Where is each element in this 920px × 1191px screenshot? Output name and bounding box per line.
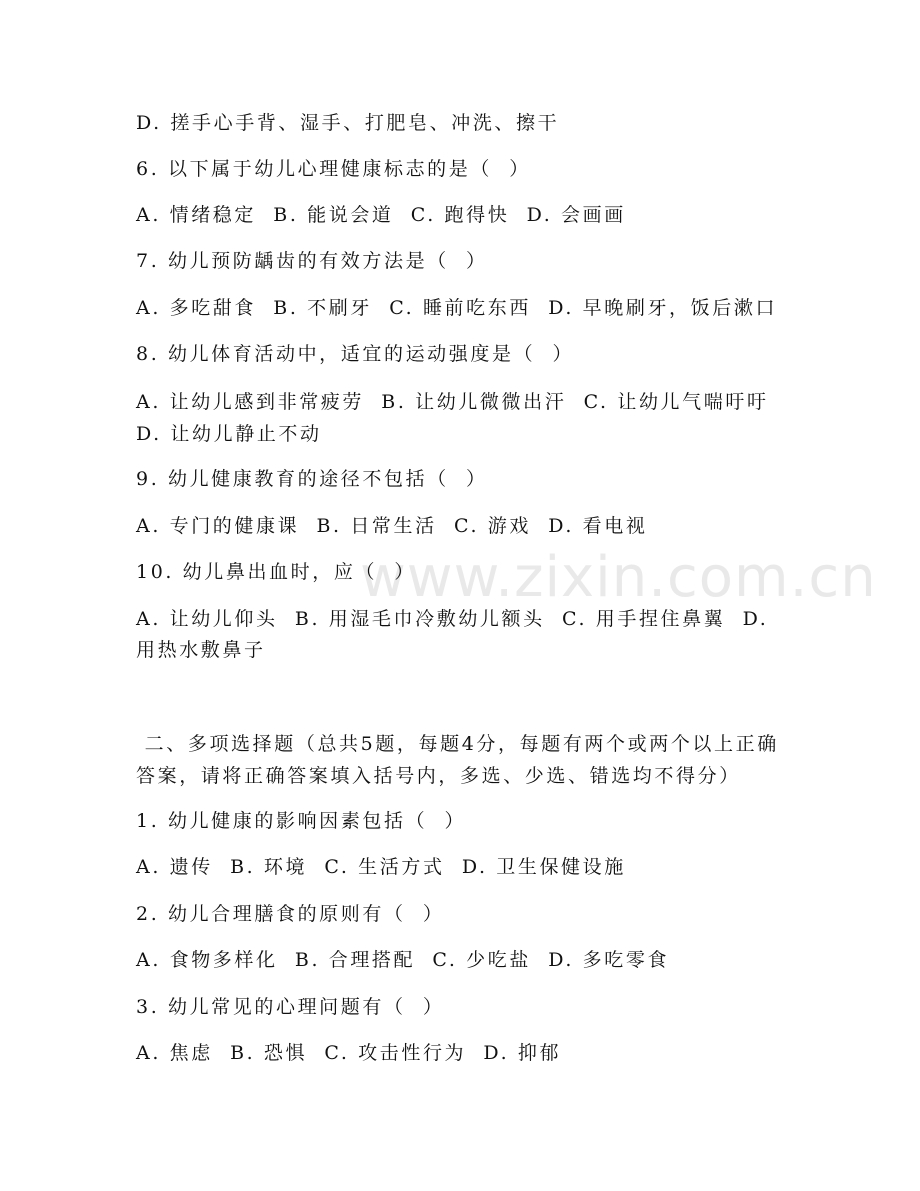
m2-question: 2. 幼儿合理膳食的原则有（ ） bbox=[136, 903, 445, 925]
q8-options-line2: D. 让幼儿静止不动 bbox=[136, 423, 322, 445]
q10-question: 10. 幼儿鼻出血时，应（ ） bbox=[136, 561, 416, 583]
q5-option-d: D. 搓手心手背、湿手、打肥皂、冲洗、擦干 bbox=[136, 112, 560, 134]
m2-options: A. 食物多样化 B. 合理搭配 C. 少吃盐 D. 多吃零食 bbox=[136, 949, 670, 971]
q6-options: A. 情绪稳定 B. 能说会道 C. 跑得快 D. 会画画 bbox=[136, 204, 626, 226]
m1-options: A. 遗传 B. 环境 C. 生活方式 D. 卫生保健设施 bbox=[136, 856, 626, 878]
m3-options: A. 焦虑 B. 恐惧 C. 攻击性行为 D. 抑郁 bbox=[136, 1042, 562, 1064]
q6-question: 6. 以下属于幼儿心理健康标志的是（ ） bbox=[136, 158, 531, 180]
section-heading-line2: 答案，请将正确答案填入括号内，多选、少选、错选均不得分） bbox=[136, 765, 741, 787]
q9-options: A. 专门的健康课 B. 日常生活 C. 游戏 D. 看电视 bbox=[136, 515, 648, 537]
q7-options: A. 多吃甜食 B. 不刷牙 C. 睡前吃东西 D. 早晚刷牙，饭后漱口 bbox=[136, 297, 778, 319]
m3-question: 3. 幼儿常见的心理问题有（ ） bbox=[136, 996, 445, 1018]
q10-options-line1: A. 让幼儿仰头 B. 用湿毛巾冷敷幼儿额头 C. 用手捏住鼻翼 D. bbox=[136, 608, 769, 630]
q10-options-line2: 用热水敷鼻子 bbox=[136, 639, 266, 661]
q8-question: 8. 幼儿体育活动中，适宜的运动强度是（ ） bbox=[136, 343, 575, 365]
q9-question: 9. 幼儿健康教育的途径不包括（ ） bbox=[136, 468, 488, 490]
watermark: www.zixin.com.cn bbox=[360, 545, 877, 610]
q7-question: 7. 幼儿预防龋齿的有效方法是（ ） bbox=[136, 250, 488, 272]
section-heading-line1: 二、多项选择题（总共5题，每题4分，每题有两个或两个以上正确 bbox=[136, 733, 779, 755]
q8-options-line1: A. 让幼儿感到非常疲劳 B. 让幼儿微微出汗 C. 让幼儿气喘吁吁 bbox=[136, 391, 769, 413]
m1-question: 1. 幼儿健康的影响因素包括（ ） bbox=[136, 810, 467, 832]
